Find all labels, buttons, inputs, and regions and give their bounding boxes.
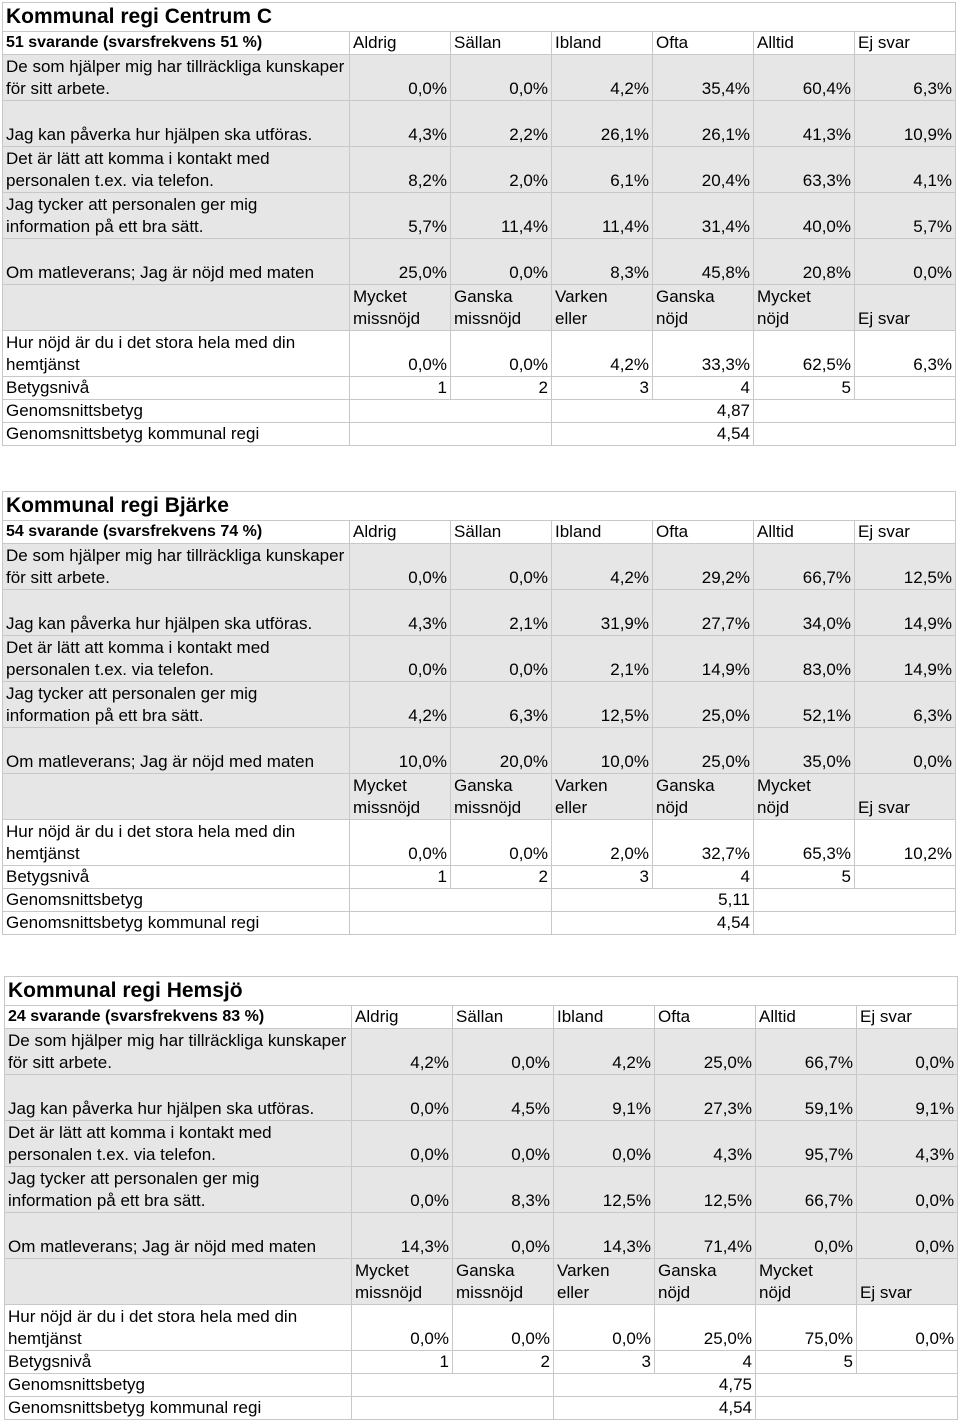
percent-cell: 65,3% [754,820,855,866]
percent-cell: 4,3% [350,590,451,636]
percent-cell: 2,1% [451,590,552,636]
grade-value: 1 [350,377,451,400]
percent-cell: 0,0% [554,1305,655,1351]
percent-cell: 26,1% [653,101,754,147]
percent-cell: 0,0% [855,728,956,774]
grade-value: 5 [756,1351,857,1374]
question-label: Om matleverans; Jag är nöjd med maten [5,1213,352,1259]
scale-header [453,1259,554,1305]
percent-cell: 12,5% [554,1167,655,1213]
scale-header [350,285,451,331]
average-value: 4,87 [552,400,754,423]
scale-header [552,285,653,331]
percent-cell: 27,3% [655,1075,756,1121]
average-empty [350,423,552,446]
grade-label: Betygsnivå [5,1351,352,1374]
question-row [3,55,956,101]
scale-header-line1: Ganska [454,776,513,795]
average-empty [350,400,552,423]
scale-header [554,1259,655,1305]
percent-cell: 10,0% [350,728,451,774]
grade-value: 1 [350,866,451,889]
percent-cell: 0,0% [451,544,552,590]
percent-cell: 14,9% [653,636,754,682]
question-label: Det är lätt att komma i kontakt med personalen t.ex. via telefon. [3,147,350,193]
scale-header-line2: nöjd [757,309,790,328]
percent-cell: 12,5% [855,544,956,590]
grade-value: 3 [552,377,653,400]
scale-header-line1: Varken [555,776,608,795]
percent-cell: 0,0% [350,636,451,682]
scale-header [655,1259,756,1305]
question-row [5,1121,958,1167]
grade-value: 4 [653,377,754,400]
scale-header [754,774,855,820]
grade-value: 4 [653,866,754,889]
scale-header [756,1259,857,1305]
average-total-label: Genomsnittsbetyg kommunal regi [3,912,350,935]
scale-header-line1: Mycket [353,776,407,795]
percent-cell: 35,0% [754,728,855,774]
average-label: Genomsnittsbetyg [3,400,350,423]
percent-cell: 14,3% [554,1213,655,1259]
column-header: Alltid [756,1006,857,1029]
question-row [3,590,956,636]
column-header: Ofta [653,521,754,544]
percent-cell: 4,5% [453,1075,554,1121]
satisfaction-row [5,1305,958,1351]
column-header: Alltid [754,32,855,55]
average-empty [352,1397,554,1420]
column-header: Aldrig [350,521,451,544]
percent-cell: 0,0% [451,239,552,285]
question-label: Om matleverans; Jag är nöjd med maten [3,728,350,774]
scale-header-line1: Varken [557,1261,610,1280]
percent-cell: 11,4% [451,193,552,239]
scale-header [352,1259,453,1305]
percent-cell: 0,0% [352,1075,453,1121]
section-title-row [5,977,958,1006]
average-empty [754,423,956,446]
question-label: De som hjälper mig har tillräckliga kunskaper för sitt arbete. [3,544,350,590]
average-empty [754,912,956,935]
question-row [5,1075,958,1121]
question-row [5,1213,958,1259]
average-total-value: 4,54 [552,912,754,935]
percent-cell: 83,0% [754,636,855,682]
percent-cell: 25,0% [350,239,451,285]
scale-header-line1: Ganska [656,776,715,795]
average-total-value: 4,54 [554,1397,756,1420]
scale-header-line1: Ganska [454,287,513,306]
satisfaction-row [3,820,956,866]
scale-header-row [3,774,956,820]
scale-header [350,774,451,820]
section-title-row [3,492,956,521]
section-table [2,2,955,446]
percent-cell: 0,0% [352,1121,453,1167]
percent-cell: 33,3% [653,331,754,377]
grade-empty [855,377,956,400]
percent-cell: 0,0% [756,1213,857,1259]
scale-header [857,1259,958,1305]
average-total-label: Genomsnittsbetyg kommunal regi [3,423,350,446]
question-label: Jag kan påverka hur hjälpen ska utföras. [5,1075,352,1121]
percent-cell: 0,0% [451,820,552,866]
scale-header-empty [3,774,350,820]
percent-cell: 35,4% [653,55,754,101]
percent-cell: 62,5% [754,331,855,377]
column-header: Ofta [653,32,754,55]
percent-cell: 4,3% [857,1121,958,1167]
percent-cell: 20,0% [451,728,552,774]
percent-cell: 0,0% [350,820,451,866]
percent-cell: 20,8% [754,239,855,285]
scale-header-line1: Mycket [759,1261,813,1280]
percent-cell: 0,0% [451,331,552,377]
percent-cell: 9,1% [857,1075,958,1121]
column-header: Aldrig [350,32,451,55]
average-row [5,1374,958,1397]
question-row [3,544,956,590]
scale-header-line1: Ganska [658,1261,717,1280]
percent-cell: 0,0% [352,1305,453,1351]
percent-cell: 2,0% [552,820,653,866]
satisfaction-label: Hur nöjd är du i det stora hela med din hemtjänst [3,331,350,377]
percent-cell: 0,0% [857,1305,958,1351]
satisfaction-label: Hur nöjd är du i det stora hela med din hemtjänst [3,820,350,866]
percent-cell: 6,3% [451,682,552,728]
percent-cell: 12,5% [655,1167,756,1213]
scale-header-line2: Ej svar [858,798,910,817]
average-total-row [3,912,956,935]
percent-cell: 0,0% [451,55,552,101]
column-header: Ibland [554,1006,655,1029]
average-empty [756,1397,958,1420]
percent-cell: 14,3% [352,1213,453,1259]
percent-cell: 4,3% [655,1121,756,1167]
header-row [3,521,956,544]
question-label: Om matleverans; Jag är nöjd med maten [3,239,350,285]
percent-cell: 60,4% [754,55,855,101]
respondents-count: 54 svarande (svarsfrekvens 74 %) [3,521,350,544]
percent-cell: 0,0% [857,1213,958,1259]
question-label: De som hjälper mig har tillräckliga kunskaper för sitt arbete. [3,55,350,101]
percent-cell: 5,7% [350,193,451,239]
average-label: Genomsnittsbetyg [3,889,350,912]
percent-cell: 20,4% [653,147,754,193]
percent-cell: 4,2% [552,544,653,590]
percent-cell: 31,9% [552,590,653,636]
percent-cell: 95,7% [756,1121,857,1167]
column-header: Sällan [451,521,552,544]
percent-cell: 0,0% [350,544,451,590]
percent-cell: 4,2% [350,682,451,728]
question-row [3,147,956,193]
percent-cell: 25,0% [655,1305,756,1351]
percent-cell: 25,0% [653,682,754,728]
column-header: Sällan [453,1006,554,1029]
scale-header-line2: nöjd [658,1283,691,1302]
percent-cell: 2,2% [451,101,552,147]
column-header: Ej svar [857,1006,958,1029]
grade-value: 3 [554,1351,655,1374]
scale-header-line1: Mycket [355,1261,409,1280]
results-table [2,491,956,935]
percent-cell: 25,0% [655,1029,756,1075]
grade-row [3,866,956,889]
scale-header-line2: nöjd [757,798,790,817]
percent-cell: 40,0% [754,193,855,239]
percent-cell: 4,2% [554,1029,655,1075]
percent-cell: 4,1% [855,147,956,193]
percent-cell: 66,7% [756,1167,857,1213]
average-total-label: Genomsnittsbetyg kommunal regi [5,1397,352,1420]
section-table [4,976,957,1420]
percent-cell: 10,2% [855,820,956,866]
scale-header-line2: missnöjd [353,798,421,817]
column-header: Ej svar [855,521,956,544]
grade-value: 2 [451,377,552,400]
header-row [3,32,956,55]
column-header: Alltid [754,521,855,544]
question-row [3,636,956,682]
scale-header-empty [3,285,350,331]
grade-value: 1 [352,1351,453,1374]
scale-header [653,774,754,820]
question-row [5,1167,958,1213]
average-row [3,400,956,423]
percent-cell: 8,3% [552,239,653,285]
scale-header-line2: missnöjd [454,309,522,328]
percent-cell: 10,9% [855,101,956,147]
scale-header-line1: Ganska [456,1261,515,1280]
average-value: 5,11 [552,889,754,912]
percent-cell: 6,3% [855,331,956,377]
scale-header-line2: nöjd [656,309,689,328]
header-row [5,1006,958,1029]
scale-header-empty [5,1259,352,1305]
percent-cell: 52,1% [754,682,855,728]
percent-cell: 0,0% [451,636,552,682]
percent-cell: 2,1% [552,636,653,682]
section-table [2,491,955,935]
scale-header-line1: Ganska [656,287,715,306]
question-label: Jag kan påverka hur hjälpen ska utföras. [3,101,350,147]
grade-label: Betygsnivå [3,377,350,400]
question-row [5,1029,958,1075]
percent-cell: 59,1% [756,1075,857,1121]
percent-cell: 14,9% [855,636,956,682]
percent-cell: 10,0% [552,728,653,774]
section-title-row [3,3,956,32]
percent-cell: 9,1% [554,1075,655,1121]
section-title: Kommunal regi Bjärke [3,492,956,521]
grade-value: 4 [655,1351,756,1374]
grade-empty [855,866,956,889]
grade-value: 5 [754,866,855,889]
respondents-count: 24 svarande (svarsfrekvens 83 %) [5,1006,352,1029]
percent-cell: 66,7% [756,1029,857,1075]
question-row [3,239,956,285]
percent-cell: 5,7% [855,193,956,239]
percent-cell: 4,2% [552,331,653,377]
percent-cell: 4,2% [352,1029,453,1075]
average-empty [352,1374,554,1397]
average-total-row [3,423,956,446]
question-row [3,193,956,239]
percent-cell: 0,0% [857,1029,958,1075]
percent-cell: 4,2% [552,55,653,101]
grade-value: 2 [453,1351,554,1374]
percent-cell: 0,0% [350,331,451,377]
column-header: Ej svar [855,32,956,55]
percent-cell: 0,0% [855,239,956,285]
percent-cell: 8,2% [350,147,451,193]
percent-cell: 75,0% [756,1305,857,1351]
percent-cell: 32,7% [653,820,754,866]
question-label: Det är lätt att komma i kontakt med personalen t.ex. via telefon. [3,636,350,682]
average-empty [754,889,956,912]
percent-cell: 6,3% [855,55,956,101]
average-empty [756,1374,958,1397]
scale-header [451,285,552,331]
average-label: Genomsnittsbetyg [5,1374,352,1397]
question-label: Jag tycker att personalen ger mig information på ett bra sätt. [3,682,350,728]
scale-header-line1: Varken [555,287,608,306]
percent-cell: 0,0% [453,1121,554,1167]
percent-cell: 66,7% [754,544,855,590]
scale-header-line2: eller [555,309,588,328]
scale-header-line2: eller [557,1283,590,1302]
grade-value: 2 [451,866,552,889]
scale-header [754,285,855,331]
scale-header [855,285,956,331]
question-row [3,682,956,728]
scale-header [653,285,754,331]
percent-cell: 0,0% [350,55,451,101]
results-table [4,976,958,1420]
scale-header-line2: missnöjd [355,1283,423,1302]
section-title: Kommunal regi Centrum C [3,3,956,32]
percent-cell: 26,1% [552,101,653,147]
grade-empty [857,1351,958,1374]
grade-value: 5 [754,377,855,400]
question-label: Jag tycker att personalen ger mig information på ett bra sätt. [3,193,350,239]
grade-value: 3 [552,866,653,889]
scale-header-line2: missnöjd [353,309,421,328]
grade-label: Betygsnivå [3,866,350,889]
question-row [3,728,956,774]
percent-cell: 31,4% [653,193,754,239]
percent-cell: 4,3% [350,101,451,147]
percent-cell: 12,5% [552,682,653,728]
scale-header [552,774,653,820]
column-header: Aldrig [352,1006,453,1029]
question-label: Jag kan påverka hur hjälpen ska utföras. [3,590,350,636]
percent-cell: 34,0% [754,590,855,636]
scale-header-row [5,1259,958,1305]
percent-cell: 41,3% [754,101,855,147]
percent-cell: 25,0% [653,728,754,774]
satisfaction-row [3,331,956,377]
scale-header-line2: Ej svar [860,1283,912,1302]
column-header: Ibland [552,32,653,55]
satisfaction-label: Hur nöjd är du i det stora hela med din hemtjänst [5,1305,352,1351]
question-label: Jag tycker att personalen ger mig information på ett bra sätt. [5,1167,352,1213]
scale-header-line2: Ej svar [858,309,910,328]
average-total-row [5,1397,958,1420]
grade-row [5,1351,958,1374]
average-empty [754,400,956,423]
section-title: Kommunal regi Hemsjö [5,977,958,1006]
percent-cell: 6,1% [552,147,653,193]
question-label: Det är lätt att komma i kontakt med personalen t.ex. via telefon. [5,1121,352,1167]
scale-header-line2: nöjd [759,1283,792,1302]
average-empty [350,889,552,912]
percent-cell: 0,0% [453,1029,554,1075]
scale-header [855,774,956,820]
scale-header-line2: nöjd [656,798,689,817]
scale-header [451,774,552,820]
scale-header-line1: Mycket [757,287,811,306]
percent-cell: 2,0% [451,147,552,193]
average-value: 4,75 [554,1374,756,1397]
scale-header-line1: Mycket [757,776,811,795]
question-label: De som hjälper mig har tillräckliga kunskaper för sitt arbete. [5,1029,352,1075]
percent-cell: 63,3% [754,147,855,193]
question-row [3,101,956,147]
column-header: Ibland [552,521,653,544]
percent-cell: 0,0% [554,1121,655,1167]
percent-cell: 6,3% [855,682,956,728]
results-table [2,2,956,446]
scale-header-line2: missnöjd [456,1283,524,1302]
average-total-value: 4,54 [552,423,754,446]
percent-cell: 0,0% [453,1305,554,1351]
percent-cell: 45,8% [653,239,754,285]
column-header: Ofta [655,1006,756,1029]
scale-header-line1: Mycket [353,287,407,306]
scale-header-line2: missnöjd [454,798,522,817]
column-header: Sällan [451,32,552,55]
percent-cell: 27,7% [653,590,754,636]
percent-cell: 0,0% [453,1213,554,1259]
percent-cell: 11,4% [552,193,653,239]
average-empty [350,912,552,935]
percent-cell: 0,0% [857,1167,958,1213]
respondents-count: 51 svarande (svarsfrekvens 51 %) [3,32,350,55]
scale-header-row [3,285,956,331]
percent-cell: 29,2% [653,544,754,590]
percent-cell: 8,3% [453,1167,554,1213]
grade-row [3,377,956,400]
percent-cell: 0,0% [352,1167,453,1213]
percent-cell: 71,4% [655,1213,756,1259]
scale-header-line2: eller [555,798,588,817]
average-row [3,889,956,912]
percent-cell: 14,9% [855,590,956,636]
